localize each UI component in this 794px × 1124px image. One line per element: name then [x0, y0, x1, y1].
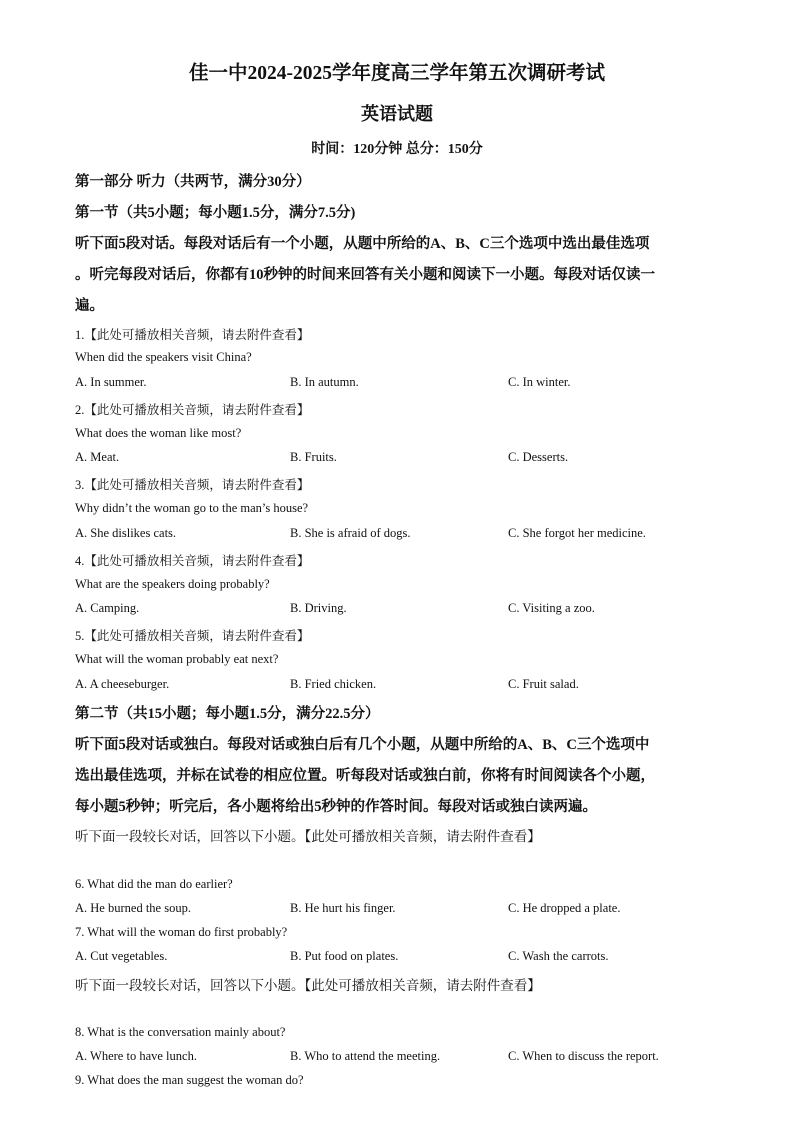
q1-text: When did the speakers visit China?: [75, 350, 252, 364]
q3-option-c: C. She forgot her medicine.: [508, 526, 646, 540]
exam-title: 佳一中2024-2025学年度高三学年第五次调研考试: [189, 63, 605, 84]
q2-option-b: B. Fruits.: [290, 450, 337, 464]
q4-option-c: C. Visiting a zoo.: [508, 601, 595, 615]
q4-option-b: B. Driving.: [290, 601, 347, 615]
q3-option-a: A. She dislikes cats.: [75, 526, 177, 540]
q1-option-b: B. In autumn.: [290, 375, 359, 389]
q4-option-a: A. Camping.: [75, 601, 140, 615]
section1-instruction-line: 听下面5段对话。每段对话后有一个小题，从题中所给的A、B、C三个选项中选出最佳选项: [75, 236, 650, 252]
q2-audio-link[interactable]: 2.【此处可播放相关音频，请去附件查看】: [75, 403, 310, 417]
q8-option-a: A. Where to have lunch.: [75, 1049, 197, 1063]
q5-audio-link[interactable]: 5.【此处可播放相关音频，请去附件查看】: [75, 629, 310, 643]
q6-option-a: A. He burned the soup.: [75, 901, 191, 915]
q1-option-a: A. In summer.: [75, 375, 147, 389]
q2-text: What does the woman like most?: [75, 426, 242, 440]
q4-audio-link[interactable]: 4.【此处可播放相关音频，请去附件查看】: [75, 554, 310, 568]
q5-option-a: A. A cheeseburger.: [75, 677, 170, 691]
q4-text: What are the speakers doing probably?: [75, 577, 270, 591]
q7-text: 7. What will the woman do first probably?: [75, 925, 288, 939]
q9-text: 9. What does the man suggest the woman do?: [75, 1073, 304, 1087]
q5-option-c: C. Fruit salad.: [508, 677, 579, 691]
q7-option-a: A. Cut vegetables.: [75, 949, 168, 963]
section2-audio-link-1[interactable]: 听下面一段较长对话，回答以下小题。【此处可播放相关音频，请去附件查看】: [75, 829, 541, 844]
q5-option-b: B. Fried chicken.: [290, 677, 377, 691]
q7-option-b: B. Put food on plates.: [290, 949, 399, 963]
q8-option-b: B. Who to attend the meeting.: [290, 1049, 441, 1063]
exam-subtitle: 英语试题: [361, 104, 433, 124]
q3-option-b: B. She is afraid of dogs.: [290, 526, 411, 540]
q6-option-b: B. He hurt his finger.: [290, 901, 396, 915]
section2-heading: 第二节（共15小题；每小题1.5分，满分22.5分）: [75, 706, 380, 722]
section2-instruction-line: 每小题5秒钟；听完后，各小题将给出5秒钟的作答时间。每段对话或独白读两遍。: [75, 799, 597, 815]
section2-audio-link-2[interactable]: 听下面一段较长对话，回答以下小题。【此处可播放相关音频，请去附件查看】: [75, 978, 541, 993]
q1-audio-link[interactable]: 1.【此处可播放相关音频，请去附件查看】: [75, 328, 310, 342]
section2-instruction-line: 选出最佳选项，并标在试卷的相应位置。听每段对话或独白前，你将有时间阅读各个小题，: [75, 768, 655, 784]
q7-option-c: C. Wash the carrots.: [508, 949, 609, 963]
q3-text: Why didn’t the woman go to the man’s house?: [75, 501, 309, 515]
part1-heading: 第一部分 听力（共两节，满分30分）: [75, 174, 311, 190]
section1-instruction-line: 遍。: [75, 298, 104, 314]
q5-text: What will the woman probably eat next?: [75, 652, 279, 666]
q6-text: 6. What did the man do earlier?: [75, 877, 233, 891]
q8-option-c: C. When to discuss the report.: [508, 1049, 659, 1063]
q2-option-a: A. Meat.: [75, 450, 120, 464]
exam-meta: 时间：120分钟 总分：150分: [311, 142, 483, 157]
q2-option-c: C. Desserts.: [508, 450, 569, 464]
q8-text: 8. What is the conversation mainly about?: [75, 1025, 286, 1039]
section2-instruction-line: 听下面5段对话或独白。每段对话或独白后有几个小题，从题中所给的A、B、C三个选项中: [75, 737, 650, 753]
section1-instruction-line: 。听完每段对话后，你都有10秒钟的时间来回答有关小题和阅读下一小题。每段对话仅读一: [75, 267, 655, 283]
section1-heading: 第一节（共5小题；每小题1.5分，满分7.5分): [75, 205, 356, 221]
q3-audio-link[interactable]: 3.【此处可播放相关音频，请去附件查看】: [75, 478, 310, 492]
q1-option-c: C. In winter.: [508, 375, 571, 389]
q6-option-c: C. He dropped a plate.: [508, 901, 621, 915]
